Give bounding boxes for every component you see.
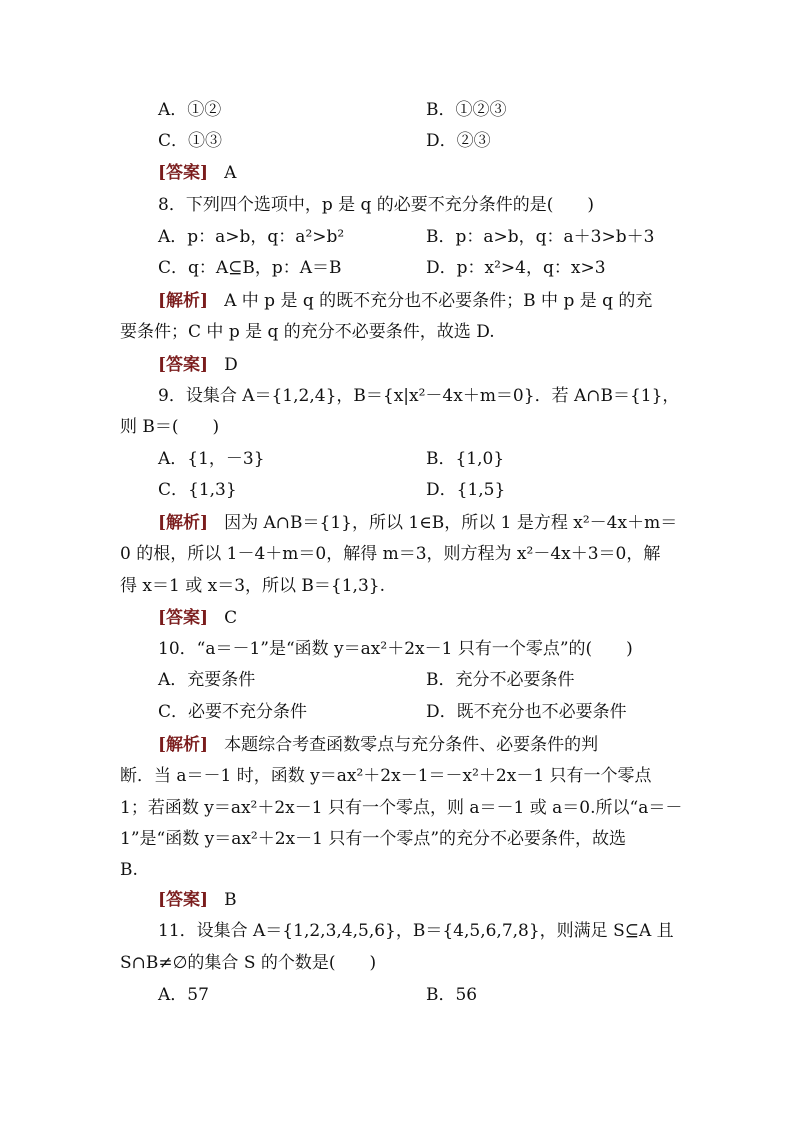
q8-analysis-line-2: 要条件；C 中 p 是 q 的充分不必要条件，故选 D. <box>120 322 495 342</box>
q8-option-c: C．q：A⊆B，p：A＝B <box>158 258 342 278</box>
q10-option-a: A．充要条件 <box>158 670 256 690</box>
q9-analysis-line-2: 0 的根，所以 1－4＋m＝0，解得 m＝3，则方程为 x²－4x＋3＝0，解 <box>120 544 661 564</box>
q10-analysis-line-5: B. <box>120 860 138 880</box>
q8-option-a: A．p：a>b，q：a²>b² <box>158 227 345 247</box>
answer-tag: [答案] <box>158 890 209 910</box>
answer-tag: [答案] <box>158 355 209 375</box>
option-c: C．①③ <box>158 131 223 151</box>
q9-analysis-line-1: [解析] 因为 A∩B＝{1}，所以 1∈B，所以 1 是方程 x²－4x＋m＝ <box>158 513 678 533</box>
q10-answer: [答案] B <box>158 890 237 910</box>
q9-option-d: D．{1,5} <box>426 480 506 500</box>
analysis-tag: [解析] <box>158 513 209 533</box>
q9-answer: [答案] C <box>158 608 238 628</box>
answer-line: [答案] A <box>158 163 237 183</box>
q9-analysis-line-3: 得 x＝1 或 x＝3，所以 B＝{1,3}. <box>120 576 385 596</box>
question-9-cont: 则 B＝( ) <box>120 417 220 437</box>
q8-option-d: D．p：x²>4，q：x>3 <box>426 258 606 278</box>
analysis-tag: [解析] <box>158 735 209 755</box>
question-11-cont: S∩B≠∅的集合 S 的个数是( ) <box>120 953 377 973</box>
q10-analysis-line-1: [解析] 本题综合考查函数零点与充分条件、必要条件的判 <box>158 735 599 755</box>
q10-analysis-line-4: 1”是“函数 y＝ax²＋2x－1 只有一个零点”的充分不必要条件，故选 <box>120 829 627 849</box>
answer-tag: [答案] <box>158 608 209 628</box>
q10-analysis-line-3: 1；若函数 y＝ax²＋2x－1 只有一个零点，则 a＝－1 或 a＝0.所以“a＝－ <box>120 798 683 818</box>
q8-answer: [答案] D <box>158 355 238 375</box>
question-8: 8．下列四个选项中，p 是 q 的必要不充分条件的是( ) <box>158 195 595 215</box>
question-11: 11．设集合 A＝{1,2,3,4,5,6}，B＝{4,5,6,7,8}，则满足 S⊆A 且 <box>158 921 674 941</box>
q9-option-a: A．{1，－3} <box>158 449 265 469</box>
q8-option-b: B．p：a>b，q：a＋3>b＋3 <box>426 227 655 247</box>
analysis-tag: [解析] <box>158 291 209 311</box>
q11-option-b: B．56 <box>426 985 478 1005</box>
q10-option-b: B．充分不必要条件 <box>426 670 575 690</box>
q9-option-b: B．{1,0} <box>426 449 505 469</box>
option-d: D．②③ <box>426 131 491 151</box>
answer-tag: [答案] <box>158 163 209 183</box>
option-b: B．①②③ <box>426 100 507 120</box>
q9-option-c: C．{1,3} <box>158 480 237 500</box>
q10-analysis-line-2: 断．当 a＝－1 时，函数 y＝ax²＋2x－1＝－x²＋2x－1 只有一个零点 <box>120 766 652 786</box>
q8-analysis-line-1: [解析] A 中 p 是 q 的既不充分也不必要条件；B 中 p 是 q 的充 <box>158 291 653 311</box>
q10-option-c: C．必要不充分条件 <box>158 702 308 722</box>
option-a: A．①② <box>158 100 222 120</box>
question-9: 9．设集合 A＝{1,2,4}，B＝{x|x²－4x＋m＝0}．若 A∩B＝{1}， <box>158 386 680 406</box>
q11-option-a: A．57 <box>158 985 209 1005</box>
q10-option-d: D．既不充分也不必要条件 <box>426 702 627 722</box>
question-10: 10．“a＝－1”是“函数 y＝ax²＋2x－1 只有一个零点”的( ) <box>158 639 633 659</box>
